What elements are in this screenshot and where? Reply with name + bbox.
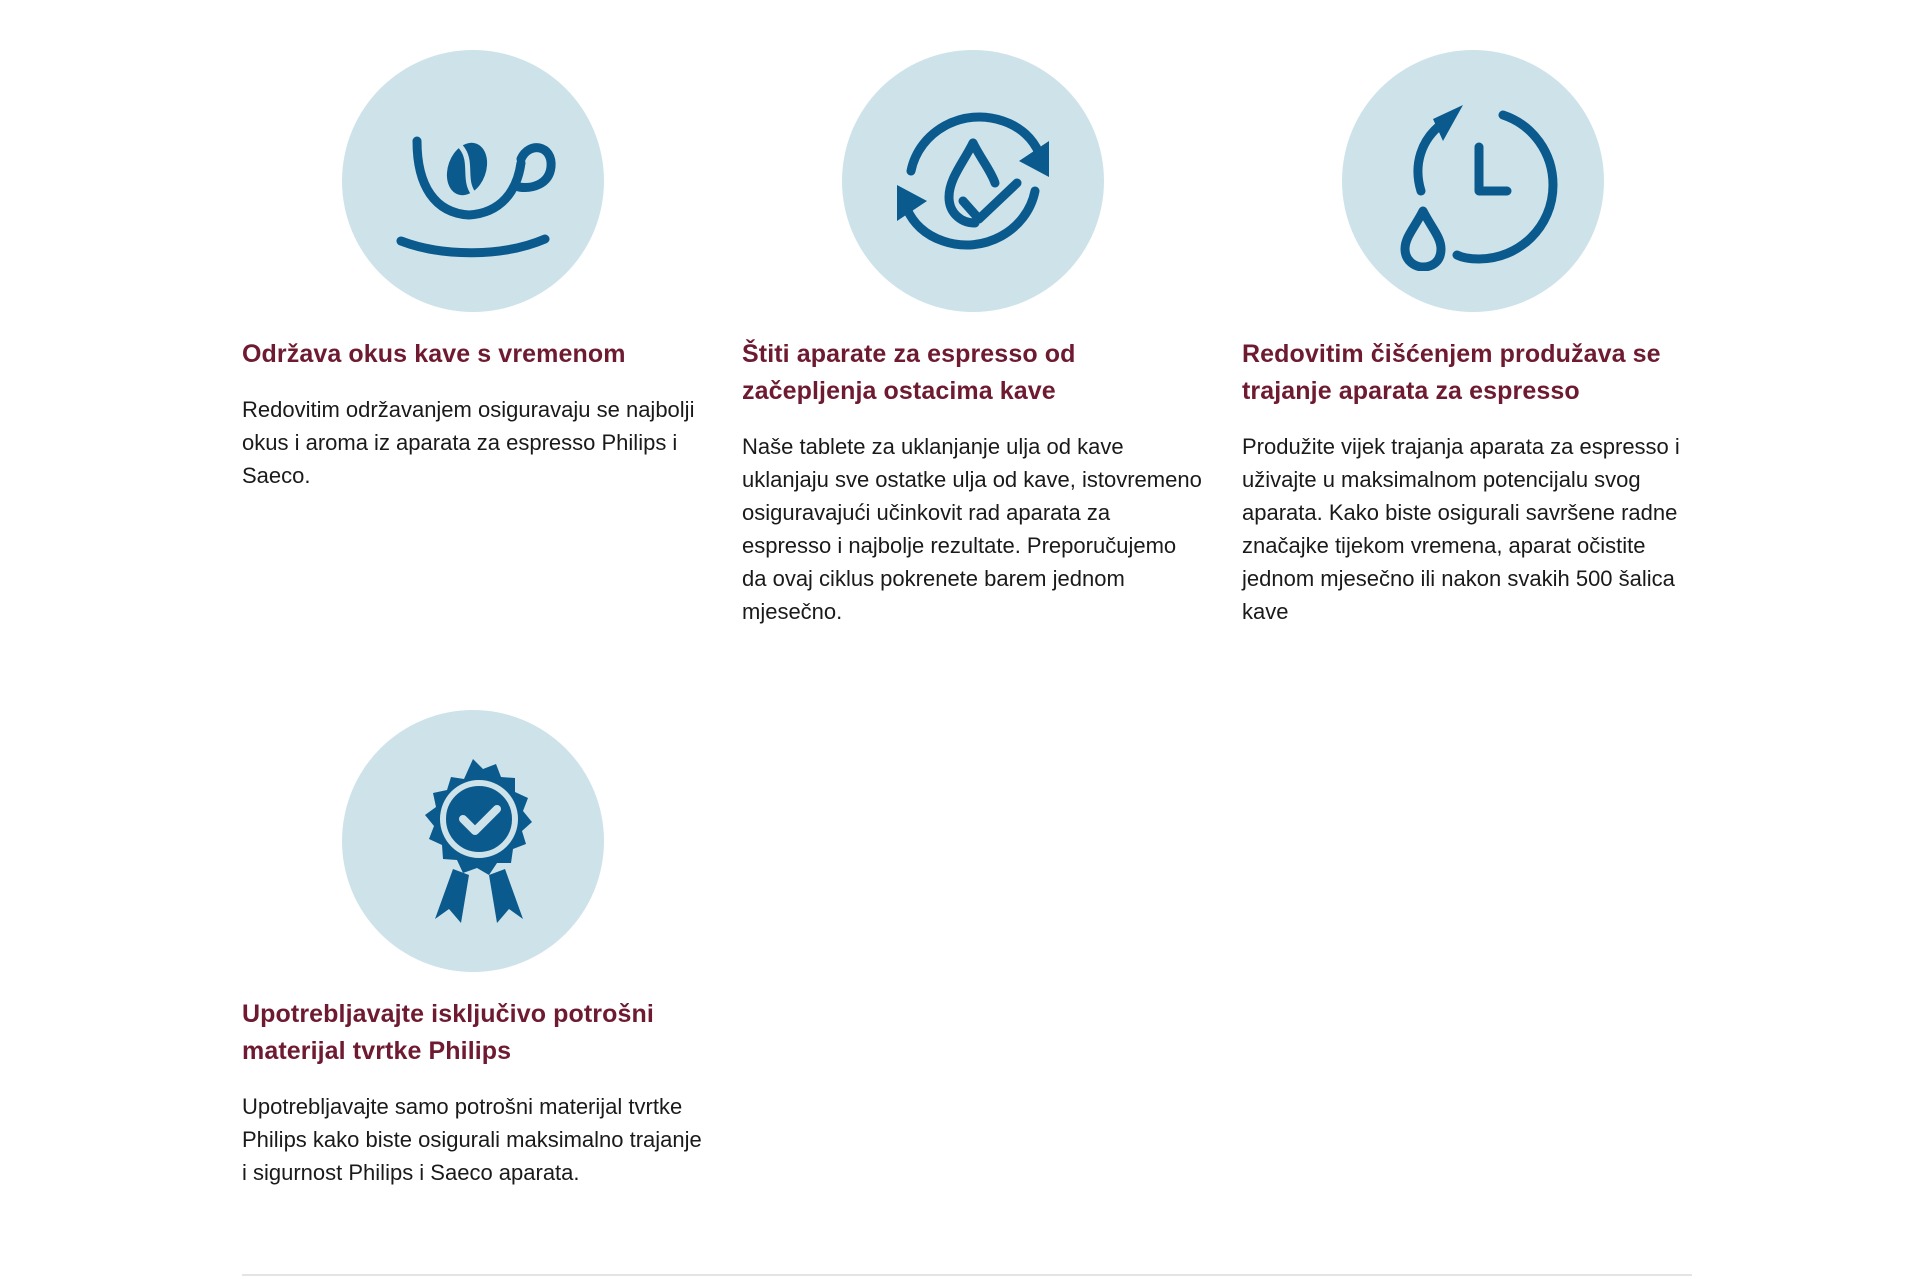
coffee-cup-bean-icon — [383, 91, 563, 271]
feature-card-genuine-supplies — [242, 710, 702, 1189]
feature-title: Štiti aparate za espresso od začepljenja ostacima kave — [742, 340, 1076, 405]
drop-cycle-check-icon — [883, 91, 1063, 271]
award-badge-check-icon — [383, 751, 563, 931]
feature-card-taste — [242, 50, 702, 492]
icon-circle — [1342, 50, 1604, 312]
feature-card-protection — [742, 50, 1202, 628]
icon-circle — [342, 710, 604, 972]
feature-description: Redovitim održavanjem osiguravaju se najbolji okus i aroma iz aparata za espresso Philips i Saeco. — [242, 397, 695, 488]
icon-circle — [842, 50, 1104, 312]
section-divider — [242, 1274, 1692, 1276]
feature-title: Održava okus kave s vremenom — [242, 340, 626, 368]
feature-title: Redovitim čišćenjem produžava se trajanje aparata za espresso — [1242, 340, 1661, 405]
feature-description: Produžite vijek trajanja aparata za espresso i uživajte u maksimalnom potencijalu svog aparata. Kako biste osigurali savršene radne značajke tijekom vremena, aparat očistite jednom mjesečno ili nakon svakih 500 šalica kave — [1242, 434, 1680, 624]
clock-drop-icon — [1383, 91, 1563, 271]
icon-circle — [342, 50, 604, 312]
feature-title: Upotrebljavajte isključivo potrošni materijal tvrtke Philips — [242, 1000, 654, 1065]
feature-card-longevity — [1242, 50, 1702, 628]
feature-description: Naše tablete za uklanjanje ulja od kave uklanjaju sve ostatke ulja od kave, istovremeno osiguravajući učinkovit rad aparata za espresso i najbolje rezultate. Preporučujemo da ovaj ciklus pokrenete barem jednom mjesečno. — [742, 434, 1202, 624]
feature-description: Upotrebljavajte samo potrošni materijal tvrtke Philips kako biste osigurali maksimalno trajanje i sigurnost Philips i Saeco aparata. — [242, 1094, 702, 1185]
